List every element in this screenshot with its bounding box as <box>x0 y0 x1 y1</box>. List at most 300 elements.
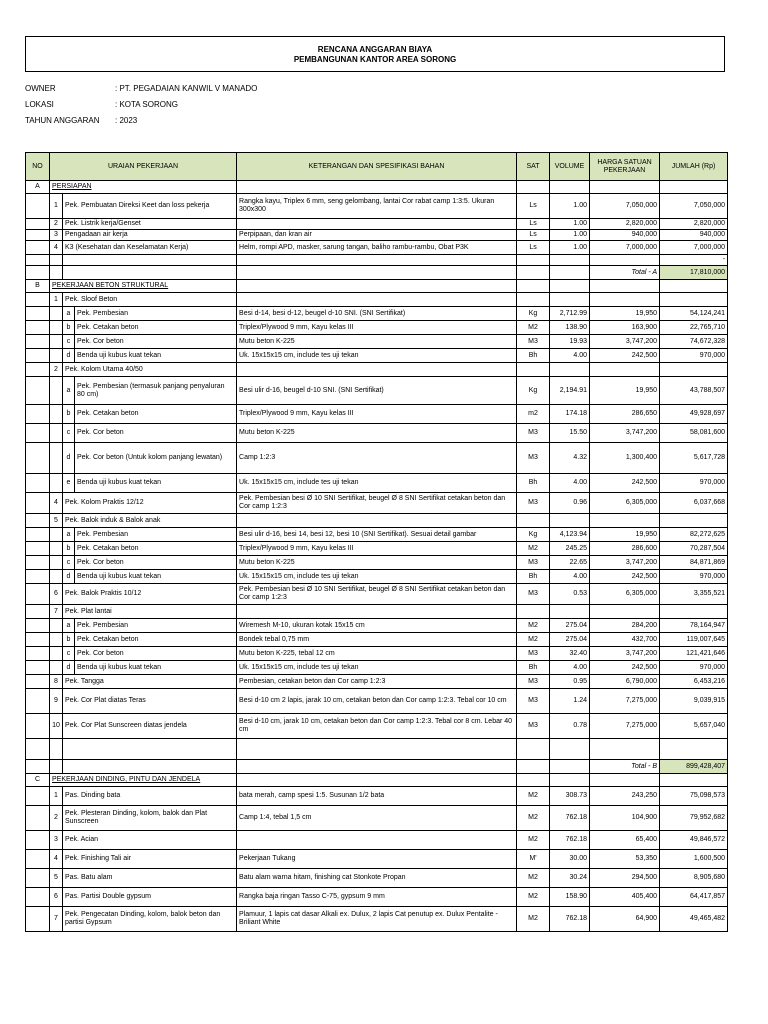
section-letter: C <box>26 774 50 787</box>
item-keterangan: Triplex/Plywood 9 mm, Kayu kelas III <box>237 321 517 335</box>
item-volume: 4.00 <box>550 570 590 584</box>
item-harga: 19,950 <box>590 377 660 405</box>
item-keterangan: Pek. Pembesian besi Ø 10 SNI Sertifikat, beugel Ø 8 SNI Sertifikat cetakan beton dan Cor camp 1:2:3 <box>237 493 517 514</box>
item-jumlah: 7,050,000 <box>660 194 728 219</box>
item-jumlah: 64,417,857 <box>660 888 728 907</box>
item-jumlah: 54,124,241 <box>660 307 728 321</box>
item-jumlah: 9,039,915 <box>660 689 728 714</box>
item-keterangan: Besi ulir d-16, besi 14, besi 12, besi 10 (SNI Sertifikat). Sesuai detail gambar <box>237 528 517 542</box>
item-volume: 4.00 <box>550 661 590 675</box>
item-volume: 275.04 <box>550 633 590 647</box>
section-row <box>26 774 728 787</box>
item-jumlah: 49,465,482 <box>660 907 728 932</box>
item-no: 3 <box>50 230 63 241</box>
total-label: Total - B <box>590 760 660 774</box>
item-volume: 2,712.99 <box>550 307 590 321</box>
item-keterangan: Mutu beton K-225 <box>237 556 517 570</box>
item-sat: M2 <box>517 806 550 831</box>
document-title-box <box>25 36 725 72</box>
item-volume: 762.18 <box>550 806 590 831</box>
section-letter: B <box>26 280 50 293</box>
item-uraian: Benda uji kubus kuat tekan <box>75 570 237 584</box>
section-row <box>26 280 728 293</box>
group-title: Pek. Kolom Utama 40/50 <box>63 363 237 377</box>
section-title: PERSIAPAN <box>50 181 237 194</box>
item-uraian: Pas. Dinding bata <box>63 787 237 806</box>
item-volume: 1.24 <box>550 689 590 714</box>
total-row <box>26 760 728 774</box>
item-harga: 64,900 <box>590 907 660 932</box>
item-jumlah: 82,272,625 <box>660 528 728 542</box>
item-volume: 174.18 <box>550 405 590 424</box>
item-sat: Kg <box>517 528 550 542</box>
item-no: 6 <box>50 888 63 907</box>
item-jumlah: 970,000 <box>660 349 728 363</box>
item-jumlah: 58,081,600 <box>660 424 728 443</box>
info-value: : PT. PEGADAIAN KANWIL V MANADO <box>115 84 258 93</box>
item-harga: 242,500 <box>590 661 660 675</box>
group-title: Pek. Plat lantai <box>63 605 237 619</box>
item-no: 2 <box>50 219 63 230</box>
table-row <box>26 806 728 831</box>
item-volume: 4.00 <box>550 349 590 363</box>
item-keterangan: Besi d-10 cm 2 lapis, jarak 10 cm, cetakan beton dan Cor camp 1:2:3. Tebal cor 10 cm <box>237 689 517 714</box>
table-row <box>26 230 728 241</box>
item-sub: e <box>63 474 75 493</box>
item-jumlah: 7,000,000 <box>660 241 728 255</box>
item-sat: M3 <box>517 556 550 570</box>
table-row <box>26 633 728 647</box>
item-keterangan: Triplex/Plywood 9 mm, Kayu kelas III <box>237 405 517 424</box>
item-harga: 1,300,400 <box>590 443 660 474</box>
item-harga: 6,790,000 <box>590 675 660 689</box>
col-header-keterangan: KETERANGAN DAN SPESIFIKASI BAHAN <box>237 153 517 181</box>
item-uraian: Pek. Cor beton <box>75 424 237 443</box>
item-sat: Bh <box>517 570 550 584</box>
item-keterangan: Besi d-14, besi d-12, beugel d-10 SNI. (SNI Sertifikat) <box>237 307 517 321</box>
item-jumlah: 6,037,668 <box>660 493 728 514</box>
item-jumlah: 970,000 <box>660 661 728 675</box>
item-sat: M2 <box>517 831 550 850</box>
group-row <box>26 514 728 528</box>
item-volume: 0.95 <box>550 675 590 689</box>
item-harga: 53,350 <box>590 850 660 869</box>
item-sat: Ls <box>517 241 550 255</box>
item-sat: M3 <box>517 647 550 661</box>
item-sat: Bh <box>517 474 550 493</box>
table-row <box>26 570 728 584</box>
table-row <box>26 689 728 714</box>
table-row <box>26 493 728 514</box>
item-sat: M2 <box>517 869 550 888</box>
item-harga: 284,200 <box>590 619 660 633</box>
table-row <box>26 349 728 363</box>
item-sub: a <box>63 528 75 542</box>
item-sub: b <box>63 321 75 335</box>
item-sat: M2 <box>517 542 550 556</box>
item-uraian: Pas. Batu alam <box>63 869 237 888</box>
item-keterangan: Camp 1:2:3 <box>237 443 517 474</box>
table-row <box>26 831 728 850</box>
table-row <box>26 424 728 443</box>
item-no: 1 <box>50 293 63 307</box>
group-title: Pek. Sloof Beton <box>63 293 237 307</box>
section-title: PEKERJAAN DINDING, PINTU DAN JENDELA <box>50 774 237 787</box>
item-no: 5 <box>50 869 63 888</box>
item-no: 2 <box>50 363 63 377</box>
item-sat: Bh <box>517 661 550 675</box>
item-uraian: Pek. Plesteran Dinding, kolom, balok dan Plat Sunscreen <box>63 806 237 831</box>
item-jumlah: 5,657,040 <box>660 714 728 739</box>
item-jumlah: 1,600,500 <box>660 850 728 869</box>
section-row <box>26 181 728 194</box>
item-volume: 1.00 <box>550 219 590 230</box>
item-no: 4 <box>50 493 63 514</box>
item-sub: c <box>63 556 75 570</box>
item-harga: 3,747,200 <box>590 647 660 661</box>
item-sub: b <box>63 633 75 647</box>
item-no: 2 <box>50 806 63 831</box>
table-row <box>26 241 728 255</box>
table-row <box>26 474 728 493</box>
item-harga: 65,400 <box>590 831 660 850</box>
item-sub: d <box>63 570 75 584</box>
item-keterangan: Mutu beton K-225 <box>237 335 517 349</box>
item-harga: 6,305,000 <box>590 584 660 605</box>
item-jumlah: 49,846,572 <box>660 831 728 850</box>
item-jumlah: 22,765,710 <box>660 321 728 335</box>
item-volume: 4,123.94 <box>550 528 590 542</box>
item-keterangan: Besi d-10 cm, jarak 10 cm, cetakan beton dan Cor camp 1:2:3. Tebal cor 8 cm. Lebar 40 cm <box>237 714 517 739</box>
item-keterangan: Uk. 15x15x15 cm, include tes uji tekan <box>237 349 517 363</box>
item-volume: 4.32 <box>550 443 590 474</box>
total-value: 17,810,000 <box>660 266 728 280</box>
info-key: TAHUN ANGGARAN <box>25 116 100 125</box>
item-volume: 4.00 <box>550 474 590 493</box>
item-no: 4 <box>50 241 63 255</box>
item-volume: 22.65 <box>550 556 590 570</box>
table-row <box>26 675 728 689</box>
dash-cell: - <box>660 255 728 266</box>
item-harga: 7,275,000 <box>590 689 660 714</box>
item-uraian: Benda uji kubus kuat tekan <box>75 349 237 363</box>
item-jumlah: 8,905,680 <box>660 869 728 888</box>
item-harga: 6,305,000 <box>590 493 660 514</box>
item-jumlah: 121,421,646 <box>660 647 728 661</box>
blank-row <box>26 739 728 760</box>
group-row <box>26 363 728 377</box>
item-uraian: Pek. Pembesian (termasuk panjang penyaluran 80 cm) <box>75 377 237 405</box>
item-no: 7 <box>50 907 63 932</box>
item-sat: M2 <box>517 321 550 335</box>
item-harga: 242,500 <box>590 570 660 584</box>
item-sat: Ls <box>517 194 550 219</box>
item-sat: Ls <box>517 219 550 230</box>
item-sub: d <box>63 349 75 363</box>
table-row <box>26 661 728 675</box>
item-jumlah: 6,453,216 <box>660 675 728 689</box>
item-sub: b <box>63 542 75 556</box>
item-volume: 15.50 <box>550 424 590 443</box>
group-row <box>26 293 728 307</box>
table-row <box>26 714 728 739</box>
item-volume: 308.73 <box>550 787 590 806</box>
col-header-no: NO <box>26 153 50 181</box>
item-volume: 1.00 <box>550 241 590 255</box>
item-no: 9 <box>50 689 63 714</box>
col-header-sat: SAT <box>517 153 550 181</box>
item-sat: m2 <box>517 405 550 424</box>
group-title: Pek. Balok induk & Balok anak <box>63 514 237 528</box>
item-harga: 19,950 <box>590 307 660 321</box>
item-harga: 940,000 <box>590 230 660 241</box>
item-jumlah: 74,672,328 <box>660 335 728 349</box>
item-no: 5 <box>50 514 63 528</box>
item-keterangan: Wiremesh M-10, ukuran kotak 15x15 cm <box>237 619 517 633</box>
item-uraian: Pek. Cetakan beton <box>75 405 237 424</box>
document-subtitle: PEMBANGUNAN KANTOR AREA SORONG <box>293 55 457 64</box>
item-harga: 405,400 <box>590 888 660 907</box>
item-sat: M3 <box>517 493 550 514</box>
item-sat: M2 <box>517 787 550 806</box>
item-sub: c <box>63 424 75 443</box>
item-jumlah: 970,000 <box>660 570 728 584</box>
item-jumlah: 43,788,507 <box>660 377 728 405</box>
table-row <box>26 335 728 349</box>
item-keterangan: Pembesian, cetakan beton dan Cor camp 1:2:3 <box>237 675 517 689</box>
table-row <box>26 584 728 605</box>
item-harga: 7,050,000 <box>590 194 660 219</box>
item-no: 7 <box>50 605 63 619</box>
item-keterangan: Triplex/Plywood 9 mm, Kayu kelas III <box>237 542 517 556</box>
item-volume: 0.53 <box>550 584 590 605</box>
table-row <box>26 647 728 661</box>
item-volume: 138.90 <box>550 321 590 335</box>
item-keterangan: Besi ulir d-16, beugel d-10 SNI. (SNI Sertifikat) <box>237 377 517 405</box>
item-keterangan <box>237 831 517 850</box>
item-volume: 1.00 <box>550 194 590 219</box>
item-uraian: Benda uji kubus kuat tekan <box>75 661 237 675</box>
item-keterangan: Uk. 15x15x15 cm, include tes uji tekan <box>237 474 517 493</box>
item-jumlah: 3,355,521 <box>660 584 728 605</box>
item-sat: M3 <box>517 424 550 443</box>
item-uraian: Pas. Partisi Double gypsum <box>63 888 237 907</box>
item-jumlah: 49,928,697 <box>660 405 728 424</box>
item-keterangan: Camp 1:4, tebal 1,5 cm <box>237 806 517 831</box>
item-sub: a <box>63 377 75 405</box>
table-row <box>26 528 728 542</box>
col-header-jumlah: JUMLAH (Rp) <box>660 153 728 181</box>
item-sat: M3 <box>517 689 550 714</box>
item-no: 3 <box>50 831 63 850</box>
total-value: 899,428,407 <box>660 760 728 774</box>
item-keterangan: Mutu beton K-225 <box>237 424 517 443</box>
item-harga: 294,500 <box>590 869 660 888</box>
item-sub: a <box>63 307 75 321</box>
item-volume: 30.00 <box>550 850 590 869</box>
item-volume: 762.18 <box>550 831 590 850</box>
item-jumlah: 970,000 <box>660 474 728 493</box>
item-uraian: Pek. Balok Praktis 10/12 <box>63 584 237 605</box>
section-title: PEKERJAAN BETON STRUKTURAL <box>50 280 237 293</box>
col-header-volume: VOLUME <box>550 153 590 181</box>
item-keterangan: Uk. 15x15x15 cm, include tes uji tekan <box>237 570 517 584</box>
item-sat: Kg <box>517 307 550 321</box>
item-uraian: Pek. Cor Plat diatas Teras <box>63 689 237 714</box>
item-no: 1 <box>50 194 63 219</box>
item-harga: 104,900 <box>590 806 660 831</box>
item-keterangan: Pek. Pembesian besi Ø 10 SNI Sertifikat, beugel Ø 8 SNI Sertifikat cetakan beton dan Cor camp 1:2:3 <box>237 584 517 605</box>
item-uraian: Pek. Pembesian <box>75 619 237 633</box>
item-harga: 432,700 <box>590 633 660 647</box>
item-sat: Kg <box>517 377 550 405</box>
table-row <box>26 194 728 219</box>
item-keterangan: bata merah, camp spesi 1:5. Susunan 1/2 bata <box>237 787 517 806</box>
item-uraian: Benda uji kubus kuat tekan <box>75 474 237 493</box>
item-sat: Ls <box>517 230 550 241</box>
item-jumlah: 940,000 <box>660 230 728 241</box>
item-jumlah: 78,164,947 <box>660 619 728 633</box>
table-row <box>26 219 728 230</box>
item-jumlah: 119,007,645 <box>660 633 728 647</box>
item-no: 6 <box>50 584 63 605</box>
table-row <box>26 405 728 424</box>
item-volume: 245.25 <box>550 542 590 556</box>
item-volume: 0.78 <box>550 714 590 739</box>
item-volume: 30.24 <box>550 869 590 888</box>
item-no: 10 <box>50 714 63 739</box>
table-row <box>26 888 728 907</box>
item-sat: M2 <box>517 633 550 647</box>
item-jumlah: 75,098,573 <box>660 787 728 806</box>
item-uraian: Pek. Cor Plat Sunscreen diatas jendela <box>63 714 237 739</box>
table-header-row <box>26 153 728 181</box>
item-uraian: Pengadaan air kerja <box>63 230 237 241</box>
item-keterangan: Bondek tebal 0,75 mm <box>237 633 517 647</box>
item-sat: M2 <box>517 888 550 907</box>
item-sat: M' <box>517 850 550 869</box>
item-uraian: Pek. Pengecatan Dinding, kolom, balok beton dan partisi Gypsum <box>63 907 237 932</box>
item-uraian: Pek. Cor beton <box>75 647 237 661</box>
item-volume: 0.96 <box>550 493 590 514</box>
document-title: RENCANA ANGGARAN BIAYA <box>317 45 433 54</box>
item-sat: M2 <box>517 907 550 932</box>
item-harga: 2,820,000 <box>590 219 660 230</box>
item-harga: 242,500 <box>590 349 660 363</box>
item-keterangan: Mutu beton K-225, tebal 12 cm <box>237 647 517 661</box>
item-sub: d <box>63 661 75 675</box>
item-sub: a <box>63 619 75 633</box>
item-uraian: Pek. Cetakan beton <box>75 633 237 647</box>
item-keterangan: Pekerjaan Tukang <box>237 850 517 869</box>
item-sat: M3 <box>517 443 550 474</box>
item-keterangan: Uk. 15x15x15 cm, include tes uji tekan <box>237 661 517 675</box>
item-sub: c <box>63 647 75 661</box>
total-label: Total - A <box>590 266 660 280</box>
item-sat: M3 <box>517 675 550 689</box>
item-uraian: Pek. Cor beton <box>75 335 237 349</box>
item-sat: M3 <box>517 335 550 349</box>
item-keterangan <box>237 219 517 230</box>
item-sub: d <box>63 443 75 474</box>
item-harga: 7,000,000 <box>590 241 660 255</box>
item-harga: 19,950 <box>590 528 660 542</box>
item-harga: 3,747,200 <box>590 424 660 443</box>
section-letter: A <box>26 181 50 194</box>
item-keterangan: Batu alam warna hitam, finishing cat Stonkote Propan <box>237 869 517 888</box>
item-uraian: Pek. Cor beton <box>75 556 237 570</box>
item-no: 4 <box>50 850 63 869</box>
table-row <box>26 556 728 570</box>
item-keterangan: Plamuur, 1 lapis cat dasar Alkali ex. Dulux, 2 lapis Cat penutup ex. Dulux Pentalite -Briliant White <box>237 907 517 932</box>
item-volume: 1.00 <box>550 230 590 241</box>
blank-row <box>26 255 728 266</box>
item-volume: 19.93 <box>550 335 590 349</box>
item-harga: 242,500 <box>590 474 660 493</box>
item-volume: 158.90 <box>550 888 590 907</box>
item-jumlah: 79,952,682 <box>660 806 728 831</box>
item-jumlah: 5,617,728 <box>660 443 728 474</box>
table-row <box>26 619 728 633</box>
item-uraian: Pek. Acian <box>63 831 237 850</box>
item-uraian: Pek. Cetakan beton <box>75 321 237 335</box>
table-row <box>26 907 728 932</box>
item-harga: 3,747,200 <box>590 335 660 349</box>
table-row <box>26 850 728 869</box>
info-value: : KOTA SORONG <box>115 100 178 109</box>
item-jumlah: 84,871,869 <box>660 556 728 570</box>
total-row <box>26 266 728 280</box>
item-sat: M3 <box>517 714 550 739</box>
item-uraian: Pek. Cor beton (Untuk kolom panjang lewatan) <box>75 443 237 474</box>
item-volume: 275.04 <box>550 619 590 633</box>
item-keterangan: Rangka baja ringan Tasso C-75, gypsum 9 mm <box>237 888 517 907</box>
item-harga: 286,600 <box>590 542 660 556</box>
item-uraian: K3 (Kesehatan dan Keselamatan Kerja) <box>63 241 237 255</box>
item-uraian: Pek. Kolom Praktis 12/12 <box>63 493 237 514</box>
item-sub: c <box>63 335 75 349</box>
item-harga: 286,650 <box>590 405 660 424</box>
item-uraian: Pek. Finishing Tali air <box>63 850 237 869</box>
info-key: LOKASI <box>25 100 54 109</box>
col-header-uraian: URAIAN PEKERJAAN <box>50 153 237 181</box>
table-row <box>26 542 728 556</box>
item-keterangan: Helm, rompi APD, masker, sarung tangan, baliho rambu-rambu, Obat P3K <box>237 241 517 255</box>
item-sat: Bh <box>517 349 550 363</box>
table-row <box>26 307 728 321</box>
item-no: 8 <box>50 675 63 689</box>
item-volume: 2,194.91 <box>550 377 590 405</box>
item-uraian: Pek. Pembesian <box>75 528 237 542</box>
group-row <box>26 605 728 619</box>
table-row <box>26 443 728 474</box>
item-uraian: Pek. Pembesian <box>75 307 237 321</box>
item-harga: 7,275,000 <box>590 714 660 739</box>
item-sub: b <box>63 405 75 424</box>
item-uraian: Pek. Pembuatan Direksi Keet dan loss pekerja <box>63 194 237 219</box>
table-row <box>26 869 728 888</box>
item-harga: 3,747,200 <box>590 556 660 570</box>
item-volume: 32.40 <box>550 647 590 661</box>
item-uraian: Pek. Listrik kerja/Genset <box>63 219 237 230</box>
item-sat: M2 <box>517 619 550 633</box>
item-keterangan: Perpipaan, dan kran air <box>237 230 517 241</box>
info-key: OWNER <box>25 84 56 93</box>
item-uraian: Pek. Cetakan beton <box>75 542 237 556</box>
table-row <box>26 321 728 335</box>
rab-table <box>25 152 728 932</box>
item-uraian: Pek. Tangga <box>63 675 237 689</box>
